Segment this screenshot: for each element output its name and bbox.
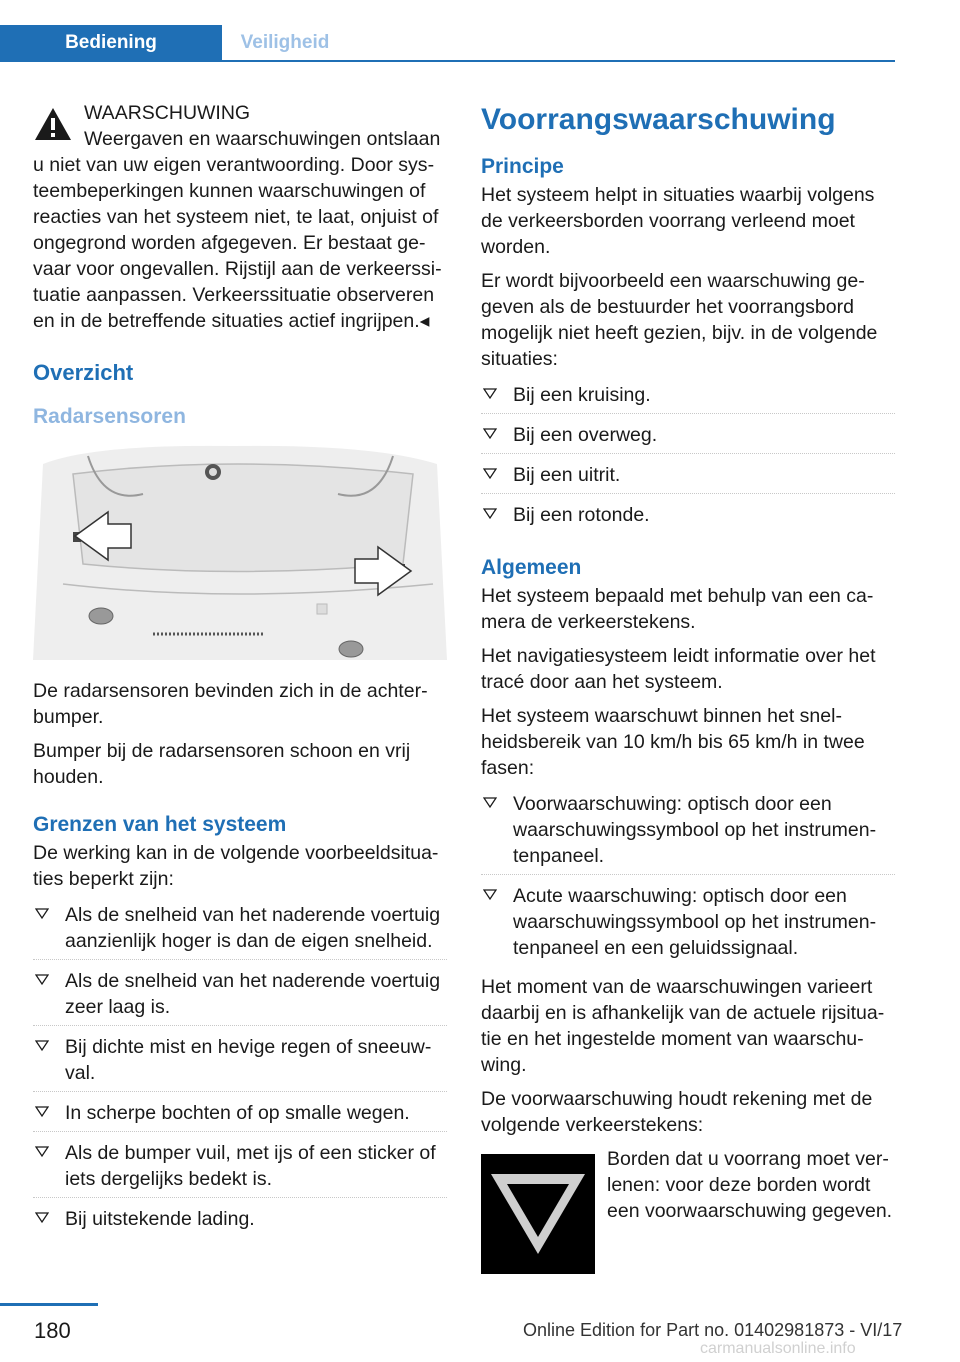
page-number: 180	[34, 1318, 71, 1343]
warning-text: u niet van uw eigen verantwoording. Door systeembeperkingen kunnen waarschuwingen of reacties van het systeem niet, te laat, onjuist of ongegrond worden afgegeven. Er bestaat gevaar voor ongevallen. Rijstijl aan de verkeerssituatie aanpassen. Verkeerssituatie observeren en in de betreffende situaties actief ingrijpen.◂	[33, 154, 442, 332]
limits-heading: Grenzen van het systeem	[33, 813, 287, 836]
radar-heading: Radarsensoren	[33, 405, 186, 428]
situation-item-text: Bij een rotonde.	[513, 504, 650, 526]
general-text-1: Het systeem bepaald met behulp van een camera de verkeerstekens.	[481, 585, 874, 633]
warning-first-line: Weergaven en waarschuwingen ontslaan	[84, 128, 441, 150]
yield-sign-text: Borden dat u voorrang moet verlenen: voor deze borden wordt een voorwaarschuwing gegeven.	[607, 1148, 893, 1222]
situations-list	[481, 380, 895, 533]
limits-item-text: Als de bumper vuil, met ijs of een sticker of iets dergelijks bedekt is.	[65, 1142, 436, 1190]
triangle-bullet-icon	[35, 1210, 49, 1224]
limits-item-text: In scherpe bochten of op smalle wegen.	[65, 1102, 410, 1124]
list-item	[33, 966, 447, 1026]
triangle-bullet-icon	[483, 506, 497, 520]
right-column	[481, 100, 895, 1266]
triangle-bullet-icon	[35, 906, 49, 920]
list-item	[481, 460, 895, 494]
general-text-2: Het navigatiesysteem leidt informatie over het tracé door aan het systeem.	[481, 645, 876, 693]
situation-item-text: Bij een kruising.	[513, 384, 651, 406]
list-item	[481, 500, 895, 533]
situation-item-text: Bij een overweg.	[513, 424, 658, 446]
limits-item-text: Bij dichte mist en hevige regen of sneeuwval.	[65, 1036, 432, 1084]
limits-list	[33, 900, 447, 1237]
phase-item-text: Voorwaarschuwing: optisch door een waarschuwingssymbool op het instrumentenpaneel.	[513, 793, 877, 867]
warning-title: WAARSCHUWING	[84, 102, 251, 124]
edition-text: Online Edition for Part no. 01402981873 - VI/17	[523, 1320, 903, 1340]
list-item	[481, 420, 895, 454]
list-item	[481, 881, 895, 966]
header-tabs	[0, 25, 344, 61]
warning-triangle-icon	[33, 106, 73, 142]
list-item	[33, 1204, 447, 1237]
warning-block	[33, 100, 447, 334]
list-item	[481, 789, 895, 875]
page-title: Voorrangswaarschuwing	[481, 103, 836, 136]
principle-text-1: Het systeem helpt in situaties waarbij volgens de verkeersborden voorrang verleend moet worden.	[481, 184, 875, 258]
triangle-bullet-icon	[35, 1038, 49, 1052]
phase-item-text: Acute waarschuwing: optisch door een waarschuwingssymbool op het instrumentenpaneel en een geluidssignaal.	[513, 885, 877, 959]
overview-heading: Overzicht	[33, 360, 134, 385]
triangle-bullet-icon	[35, 972, 49, 986]
radar-clean-text: Bumper bij de radarsensoren schoon en vrij houden.	[33, 740, 411, 788]
general-text-5: De voorwaarschuwing houdt rekening met de volgende verkeerstekens:	[481, 1088, 873, 1136]
header-rule	[0, 60, 895, 62]
yield-sign-row	[481, 1146, 895, 1266]
triangle-bullet-icon	[483, 426, 497, 440]
principle-text-2: Er wordt bijvoorbeeld een waarschuwing gegeven als de bestuurder het voorrangsbord mogelijk niet heeft gezien, bijv. in de volgende situaties:	[481, 270, 878, 370]
watermark: carmanualsonline.info	[700, 1340, 856, 1357]
limits-item-text: Als de snelheid van het naderende voertuig aanzienlijk hoger is dan de eigen snelheid.	[65, 904, 441, 952]
general-text-4: Het moment van de waarschuwingen varieert daarbij en is afhankelijk van de actuele rijsituatie en het ingestelde moment van waarschuwing.	[481, 976, 885, 1076]
left-column	[33, 100, 447, 1245]
list-item	[481, 380, 895, 414]
triangle-bullet-icon	[483, 887, 497, 901]
general-text-3: Het systeem waarschuwt binnen het snelheidsbereik van 10 km/h bis 65 km/h in twee fasen:	[481, 705, 865, 779]
limits-item-text: Als de snelheid van het naderende voertuig zeer laag is.	[65, 970, 441, 1018]
list-item	[33, 1032, 447, 1092]
list-item	[33, 1138, 447, 1198]
tab-bediening[interactable]: Bediening	[0, 25, 222, 61]
list-item	[33, 1098, 447, 1132]
phases-list	[481, 789, 895, 966]
list-item	[33, 900, 447, 960]
situation-item-text: Bij een uitrit.	[513, 464, 621, 486]
triangle-bullet-icon	[483, 795, 497, 809]
radar-location-text: De radarsensoren bevinden zich in de achterbumper.	[33, 680, 428, 728]
limits-intro: De werking kan in de volgende voorbeeldsituaties beperkt zijn:	[33, 842, 439, 890]
triangle-bullet-icon	[35, 1104, 49, 1118]
general-heading: Algemeen	[481, 556, 582, 579]
limits-item-text: Bij uitstekende lading.	[65, 1208, 255, 1230]
triangle-bullet-icon	[483, 386, 497, 400]
footer-rule	[0, 1303, 98, 1306]
car-rear-radar-image	[33, 444, 447, 660]
triangle-bullet-icon	[35, 1144, 49, 1158]
principle-heading: Principe	[481, 155, 564, 178]
yield-sign-icon	[481, 1154, 595, 1274]
tab-veiligheid[interactable]: Veiligheid	[240, 32, 330, 53]
triangle-bullet-icon	[483, 466, 497, 480]
